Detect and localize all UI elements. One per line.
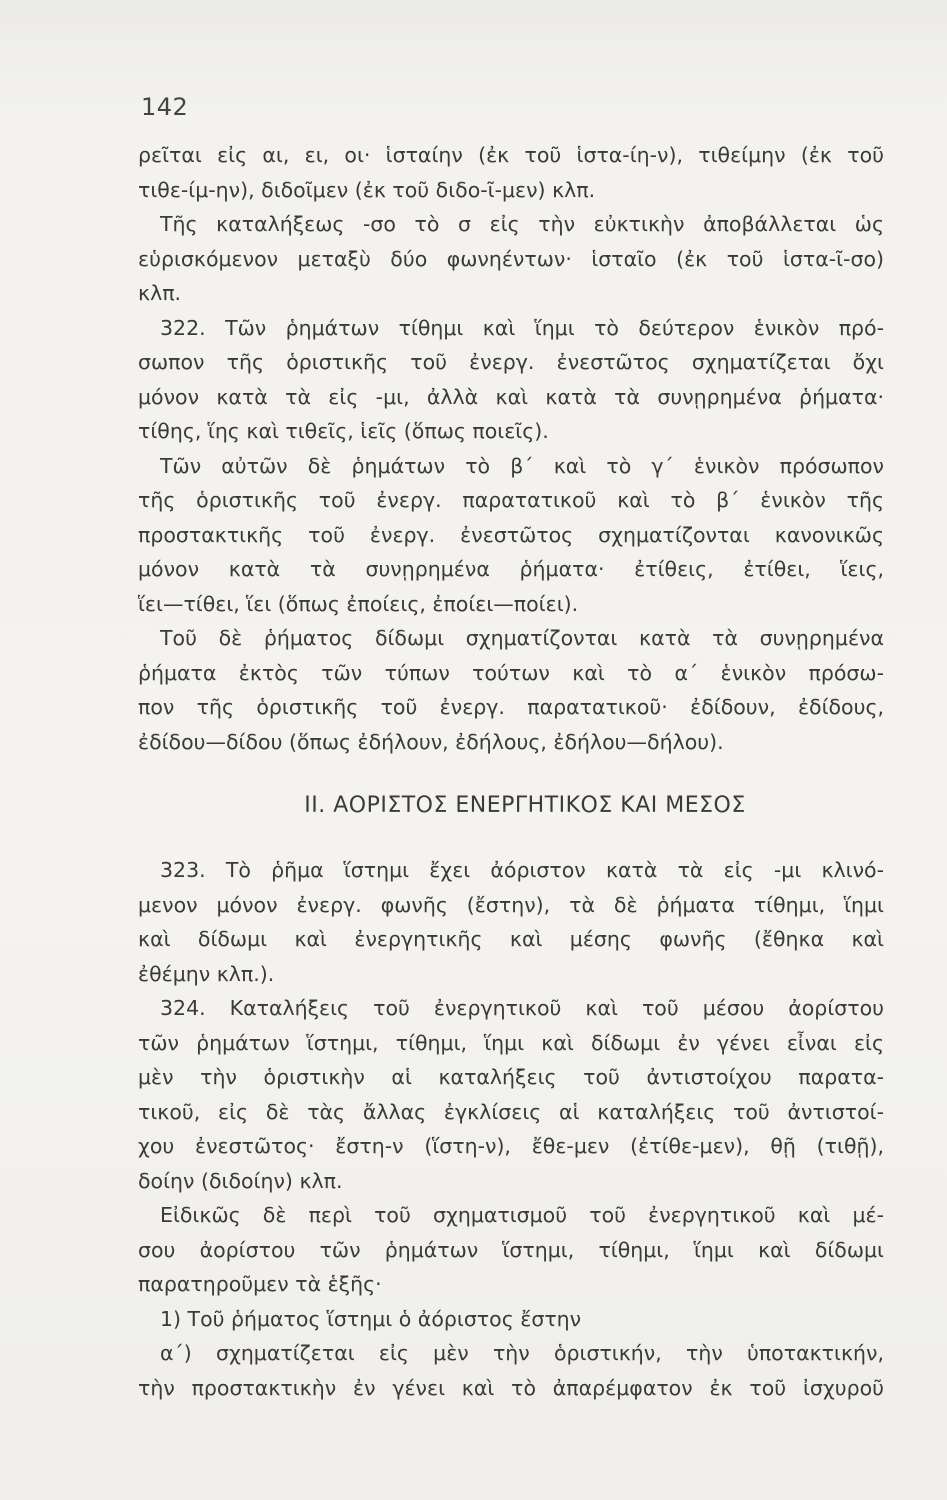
text-line: α΄) σχηματίζεται εἰς μὲν τὴν ὁριστικήν, τὴν ὑποτακτικήν, — [160, 1341, 884, 1365]
page-number: 142 — [141, 93, 189, 121]
text-line: μενον μόνον ἐνεργ. φωνῆς (ἔστην), τὰ δὲ ῥήματα τίθημι, ἵημι — [138, 892, 884, 917]
text-line: 322. Τῶν ῥημάτων τίθημι καὶ ἵημι τὸ δεύτερον ἑνικὸν πρό- — [160, 315, 884, 340]
text-line: μὲν τὴν ὁριστικὴν αἱ καταλήξεις τοῦ ἀντιστοίχου παρατα- — [138, 1065, 884, 1089]
text-line: παρατηροῦμεν τὰ ἑξῆς· — [138, 1272, 382, 1296]
text-line: μόνον κατὰ τὰ συνῃρημένα ῥήματα· ἐτίθεις, ἐτίθει, ἵεις, — [138, 557, 884, 581]
text-line: μόνον κατὰ τὰ εἰς -μι, ἀλλὰ καὶ κατὰ τὰ συνῃρημένα ῥήματα· — [138, 384, 884, 409]
paragraphs-bottom — [138, 853, 884, 1405]
section-heading: ΙΙ. ΑΟΡΙΣΤΟΣ ΕΝΕΡΓΗΤΙΚΟΣ ΚΑΙ ΜΕΣΟΣ — [304, 793, 746, 818]
text-line: τῶν ῥημάτων ἵστημι, τίθημι, ἵημι καὶ δίδωμι ἐν γένει εἶναι εἰς — [138, 1030, 884, 1055]
text-line: κλπ. — [138, 281, 182, 305]
text-line: 324. Καταλήξεις τοῦ ἐνεργητικοῦ καὶ τοῦ μέσου ἀορίστου — [160, 996, 884, 1020]
text-line: τῆς ὁριστικῆς τοῦ ἐνεργ. παρατατικοῦ καὶ τὸ β΄ ἑνικὸν τῆς — [138, 488, 884, 512]
text-line: ἐθέμην κλπ.). — [138, 961, 275, 986]
page-text — [138, 138, 884, 1405]
text-line: 323. Τὸ ῥῆμα ἵστημι ἔχει ἀόριστον κατὰ τὰ εἰς -μι κλινό- — [160, 858, 884, 882]
text-line: δοίην (διδοίην) κλπ. — [138, 1168, 343, 1193]
text-line: Εἰδικῶς δὲ περὶ τοῦ σχηματισμοῦ τοῦ ἐνεργητικοῦ καὶ μέ- — [160, 1203, 884, 1227]
paragraphs-top — [138, 138, 884, 759]
text-line: ἵει—τίθει, ἵει (ὅπως ἐποίεις, ἐποίει—ποίει). — [138, 591, 579, 616]
text-line: σου ἀορίστου τῶν ῥημάτων ἵστημι, τίθημι, ἵημι καὶ δίδωμι — [138, 1237, 884, 1262]
text-line: ρεῖται εἰς αι, ει, οι· ἱσταίην (ἐκ τοῦ ἱστα-ίη-ν), τιθείμην (ἐκ τοῦ — [138, 143, 884, 167]
text-line: 1) Τοῦ ῥήματος ἵστημι ὁ ἀόριστος ἔστην — [160, 1306, 582, 1331]
text-line: ἐδίδου—δίδου (ὅπως ἐδήλουν, ἐδήλους, ἐδήλου—δήλου). — [138, 729, 724, 754]
text-line: καὶ δίδωμι καὶ ἐνεργητικῆς καὶ μέσης φωνῆς (ἔθηκα καὶ — [138, 927, 884, 951]
text-line: εὑρισκόμενον μεταξὺ δύο φωνηέντων· ἱσταῖο (ἐκ τοῦ ἱστα-ῖ-σο) — [138, 246, 884, 271]
text-line: προστακτικῆς τοῦ ἐνεργ. ἐνεστῶτος σχηματίζονται κανονικῶς — [138, 522, 884, 547]
text-line: χου ἐνεστῶτος· ἔστη-ν (ἵστη-ν), ἔθε-μεν (ἐτίθε-μεν), θῇ (τιθῇ), — [138, 1134, 884, 1158]
text-line: πον τῆς ὁριστικῆς τοῦ ἐνεργ. παρατατικοῦ· ἐδίδουν, ἐδίδους, — [138, 695, 884, 719]
text-line: ῥήματα ἐκτὸς τῶν τύπων τούτων καὶ τὸ α΄ ἑνικὸν πρόσω- — [138, 660, 884, 685]
text-line: τικοῦ, εἰς δὲ τὰς ἄλλας ἐγκλίσεις αἱ καταλήξεις τοῦ ἀντιστοί- — [138, 1099, 884, 1124]
text-line: τὴν προστακτικὴν ἐν γένει καὶ τὸ ἀπαρέμφατον ἐκ τοῦ ἰσχυροῦ — [138, 1375, 884, 1400]
text-line: τιθε-ίμ-ην), διδοῖμεν (ἐκ τοῦ διδο-ῖ-μεν) κλπ. — [138, 177, 596, 202]
text-line: τίθης, ἵης καὶ τιθεῖς, ἱεῖς (ὅπως ποιεῖς). — [138, 419, 549, 443]
text-line: Τῆς καταλήξεως -σο τὸ σ εἰς τὴν εὐκτικὴν ἀποβάλλεται ὡς — [160, 212, 884, 236]
text-line: σωπον τῆς ὁριστικῆς τοῦ ἐνεργ. ἐνεστῶτος σχηματίζεται ὄχι — [138, 350, 884, 374]
text-line: Τῶν αὐτῶν δὲ ῥημάτων τὸ β΄ καὶ τὸ γ΄ ἑνικὸν πρόσωπον — [160, 453, 884, 478]
text-line: Τοῦ δὲ ῥήματος δίδωμι σχηματίζονται κατὰ τὰ συνῃρημένα — [160, 626, 884, 650]
